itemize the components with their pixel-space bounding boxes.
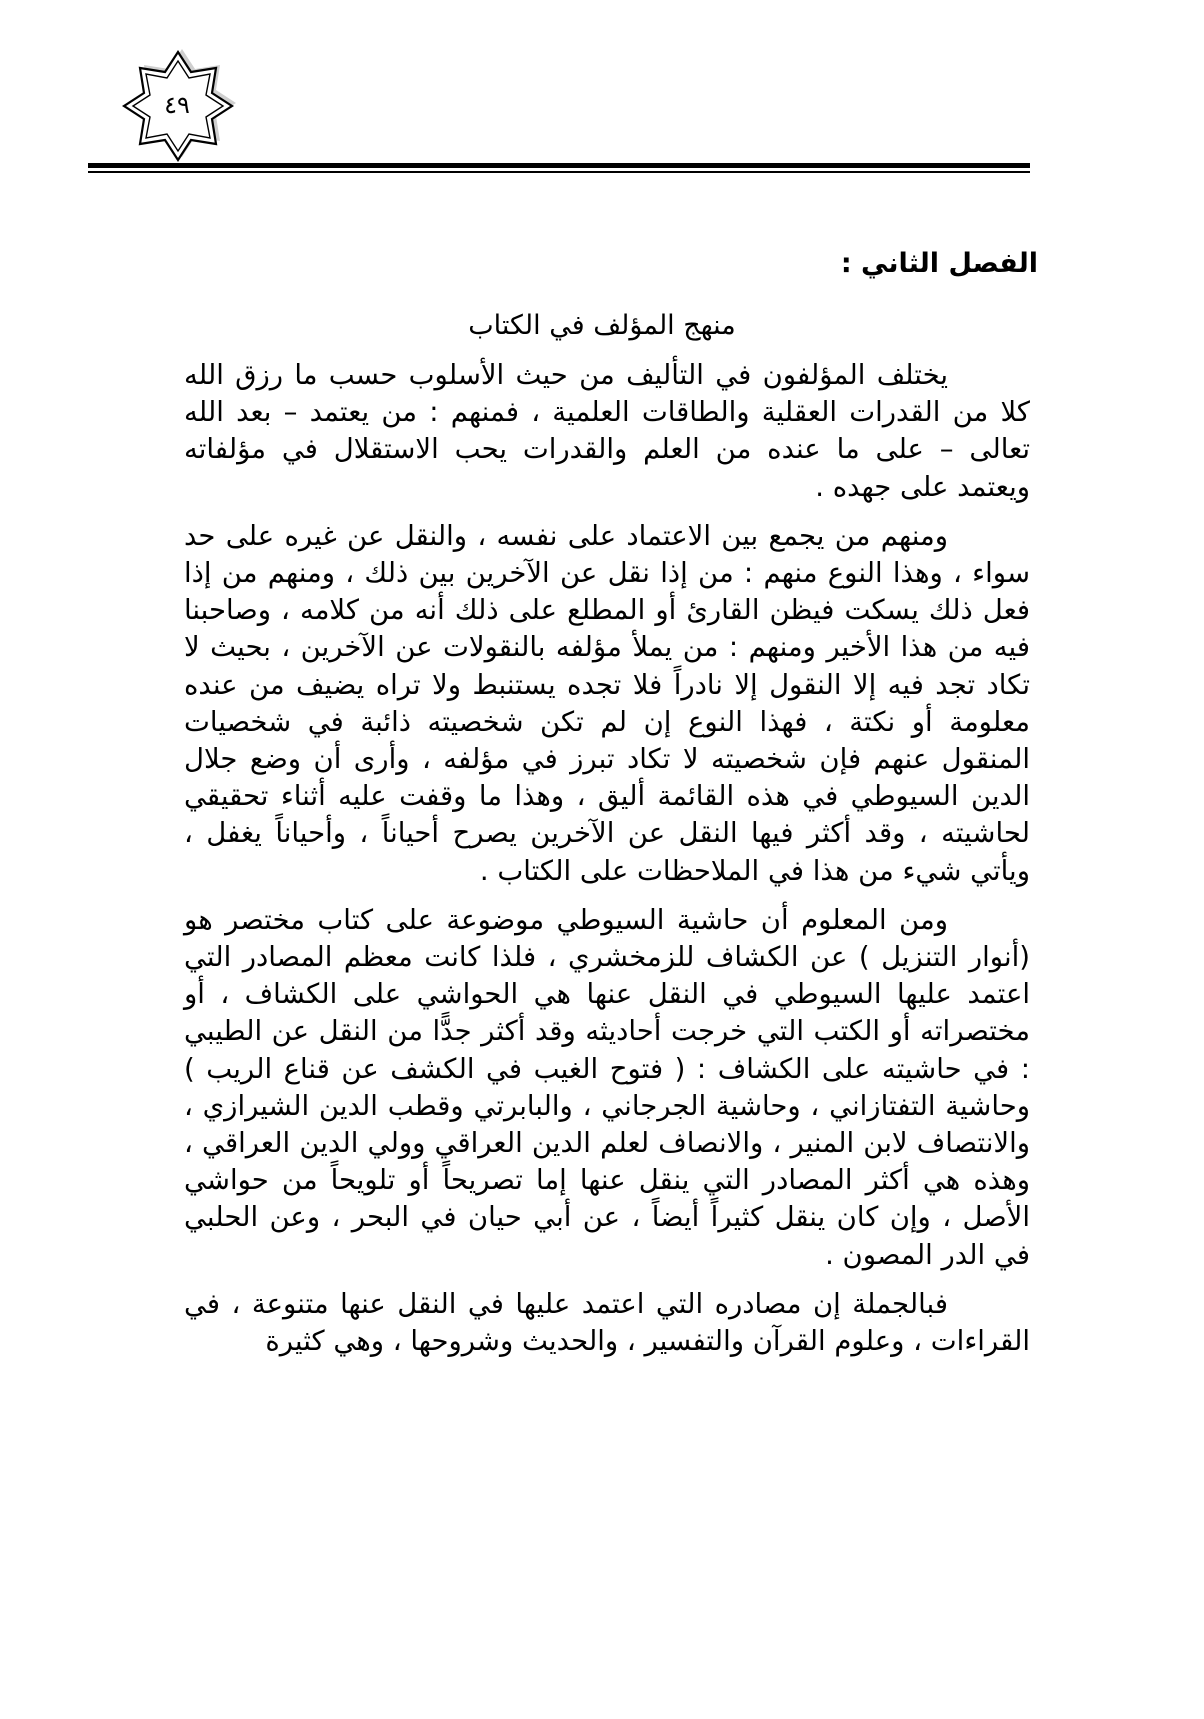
page-number-badge xyxy=(112,45,242,165)
body-text xyxy=(184,357,1030,1360)
page-number: ٤٩ xyxy=(164,91,190,119)
header-rule-thick xyxy=(88,163,1030,168)
section-title: منهج المؤلف في الكتاب xyxy=(468,310,736,341)
paragraph-3: ومن المعلوم أن حاشية السيوطي موضوعة على كتاب مختصر هو (أنوار التنزيل ) عن الكشاف للزمخشري ، فلذا كانت معظم المصادر التي اعتمد عليها السيوطي في النقل عنها هي الحواشي على الكشاف ، أو مختصراته أو الكتب التي خرجت أحاديثه وقد أكثر جدًّا من النقل عن الطيبي : في حاشيته على الكشاف : ( فتوح الغيب في الكشف عن قناع الريب ) وحاشية التفتازاني ، وحاشية الجرجاني ، والبابرتي وقطب الدين الشيرازي ، والانتصاف لابن المنير ، والانصاف لعلم الدين العراقي وولي الدين العراقي ، وهذه هي أكثر المصادر التي ينقل عنها إما تصريحاً أو تلويحاً من حواشي الأصل ، وإن كان ينقل كثيراً أيضاً ، عن أبي حيان في البحر ، وعن الحلبي في الدر المصون . xyxy=(184,903,1030,1271)
paragraph-2: ومنهم من يجمع بين الاعتماد على نفسه ، والنقل عن غيره على حد سواء ، وهذا النوع منهم : من إذا نقل عن الآخرين بين ذلك ، ومنهم من إذا فعل ذلك يسكت فيظن القارئ أو المطلع على ذلك أنه من كلامه ، وصاحبنا فيه من هذا الأخير ومنهم : من يملأ مؤلفه بالنقولات عن الآخرين ، بحيث لا تكاد تجد فيه إلا النقول إلا نادراً فلا تجده يستنبط ولا تراه يضيف من عنده معلومة أو نكتة ، فهذا النوع إن لم تكن شخصيته ذائبة في شخصيات المنقول عنهم فإن شخصيته لا تكاد تبرز في مؤلفه ، وأرى أن وضع جلال الدين السيوطي في هذه القائمة أليق ، وهذا ما وقفت عليه أثناء تحقيقي لحاشيته ، وقد أكثر فيها النقل عن الآخرين يصرح أحياناً ، وأحياناً يغفل ، ويأتي شيء من هذا في الملاحظات على الكتاب . xyxy=(184,519,1030,887)
paragraph-1: يختلف المؤلفون في التأليف من حيث الأسلوب حسب ما رزق الله كلا من القدرات العقلية والطاقات العلمية ، فمنهم : من يعتمد – بعد الله تعالى – على ما عنده من العلم والقدرات يحب الاستقلال في مؤلفاته ويعتمد على جهده . xyxy=(184,359,1030,503)
paragraph-4: فبالجملة إن مصادره التي اعتمد عليها في النقل عنها متنوعة ، في القراءات ، وعلوم القرآن والتفسير ، والحديث وشروحها ، وهي كثيرة xyxy=(184,1287,1030,1358)
chapter-heading: الفصل الثاني : xyxy=(840,248,1038,279)
header-rule-thin xyxy=(88,171,1030,173)
